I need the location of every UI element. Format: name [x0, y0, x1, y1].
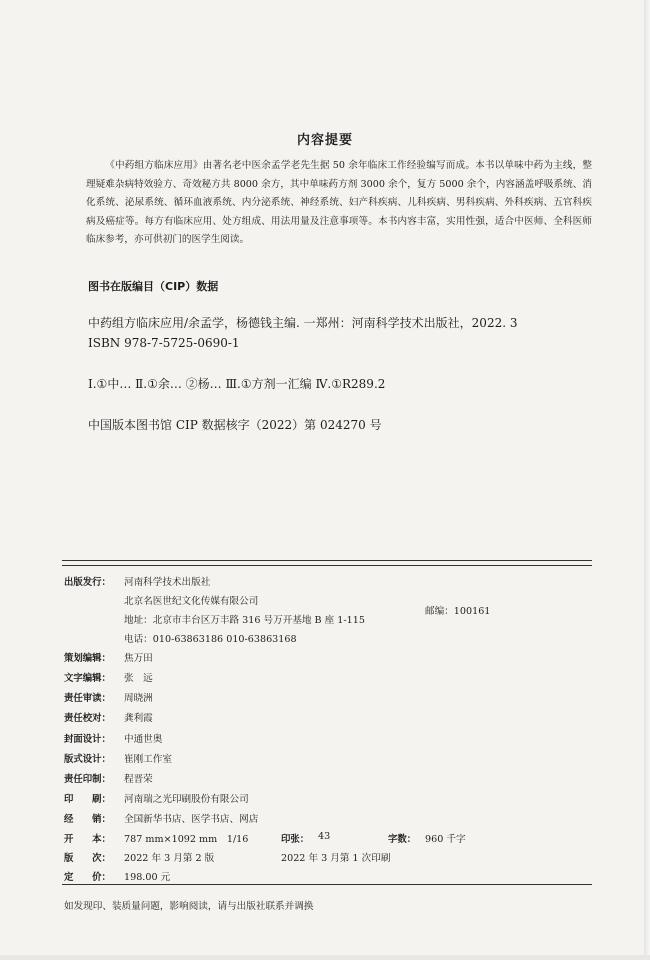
price-value: 198.00 元 — [124, 872, 171, 883]
publisher-address: 地址：北京市丰台区万丰路 316 号万开基地 B 座 1-115 — [124, 615, 365, 626]
words-label: 字数： — [388, 834, 417, 845]
publisher-postcode: 邮编：100161 — [425, 606, 491, 617]
cip-title-line: 中药组方临床应用/余孟学，杨德钱主编. 一郑州：河南科学技术出版社，2022. 3 — [88, 316, 518, 330]
divider-top-2 — [62, 565, 592, 566]
credit-value: 龚利霞 — [124, 713, 153, 724]
format-value: 787 mm×1092 mm 1/16 — [124, 834, 249, 845]
printing-value: 2022 年 3 月第 1 次印刷 — [281, 853, 391, 864]
credit-value: 张 远 — [124, 673, 153, 684]
divider-top-1 — [62, 560, 592, 561]
cip-isbn: ISBN 978-7-5725-0690-1 — [88, 336, 240, 350]
cip-heading: 图书在版编目（CIP）数据 — [88, 280, 219, 293]
edition-value: 2022 年 3 月第 2 版 — [124, 853, 215, 864]
divider-bottom — [62, 884, 592, 885]
credit-label: 封面设计： — [64, 734, 111, 745]
co-publisher-name: 北京名医世纪文化传媒有限公司 — [124, 596, 259, 607]
credit-label: 版式设计： — [64, 754, 111, 765]
credit-label: 经 销： — [64, 814, 111, 825]
scan-edge-bottom — [0, 955, 650, 960]
credit-label: 印 刷： — [64, 794, 111, 805]
summary-paragraph: 《中药组方临床应用》由著名老中医余孟学老先生据 50 余年临床工作经验编写而成。本书以单味中药为主线，整理疑难杂病特效验方、奇效秘方共 8000 余方，其中单味药方剂 3000 余个，复方 5000 余个，内容涵盖呼吸系统、消化系统、泌尿系统、循环血液系统、内分泌系统、神经系统、妇产科疾病、儿科疾病、男科疾病、外科疾病、五官科疾病及癌症等。每方有临床应用、处方组成、用法用量及注意事项等。本书内容丰富，实用性强，适合中医师、全科医师临床参考，亦可供初门的医学生阅读。 — [86, 160, 592, 246]
credit-value: 焦万田 — [124, 653, 153, 664]
summary-title: 内容提要 — [296, 133, 353, 148]
publisher-phone: 电话：010-63863186 010-63863168 — [124, 634, 297, 645]
credit-label: 责任印制： — [64, 774, 111, 785]
credit-label: 责任校对： — [64, 713, 111, 724]
credit-label: 责任审读： — [64, 693, 111, 704]
credit-value: 全国新华书店、医学书店、网店 — [124, 814, 259, 825]
credit-value: 程晋荣 — [124, 774, 153, 785]
sheets-label: 印张： — [281, 834, 310, 845]
cip-classification: Ⅰ.①中… Ⅱ.①余… ②杨… Ⅲ.①方剂一汇编 Ⅳ.①R289.2 — [88, 377, 386, 391]
publisher-label: 出版发行： — [64, 577, 111, 588]
cip-record-number: 中国版本图书馆 CIP 数据核字（2022）第 024270 号 — [88, 418, 382, 432]
credit-value: 中通世奥 — [124, 734, 163, 745]
publisher-name: 河南科学技术出版社 — [124, 577, 211, 588]
format-label: 开 本： — [64, 834, 111, 845]
credit-value: 周晓洲 — [124, 693, 153, 704]
credit-label: 文字编辑： — [64, 673, 111, 684]
credit-value: 崔刚工作室 — [124, 754, 172, 765]
edition-label: 版 次： — [64, 853, 111, 864]
price-label: 定 价： — [64, 872, 111, 883]
sheets-value: 43 — [318, 831, 331, 842]
words-value: 960 千字 — [425, 834, 466, 845]
credit-label: 策划编辑： — [64, 653, 111, 664]
credit-value: 河南瑞之光印刷股份有限公司 — [124, 794, 249, 805]
summary-body — [86, 157, 592, 250]
quality-notice: 如发现印、装质量问题，影响阅读，请与出版社联系并调换 — [64, 901, 314, 912]
